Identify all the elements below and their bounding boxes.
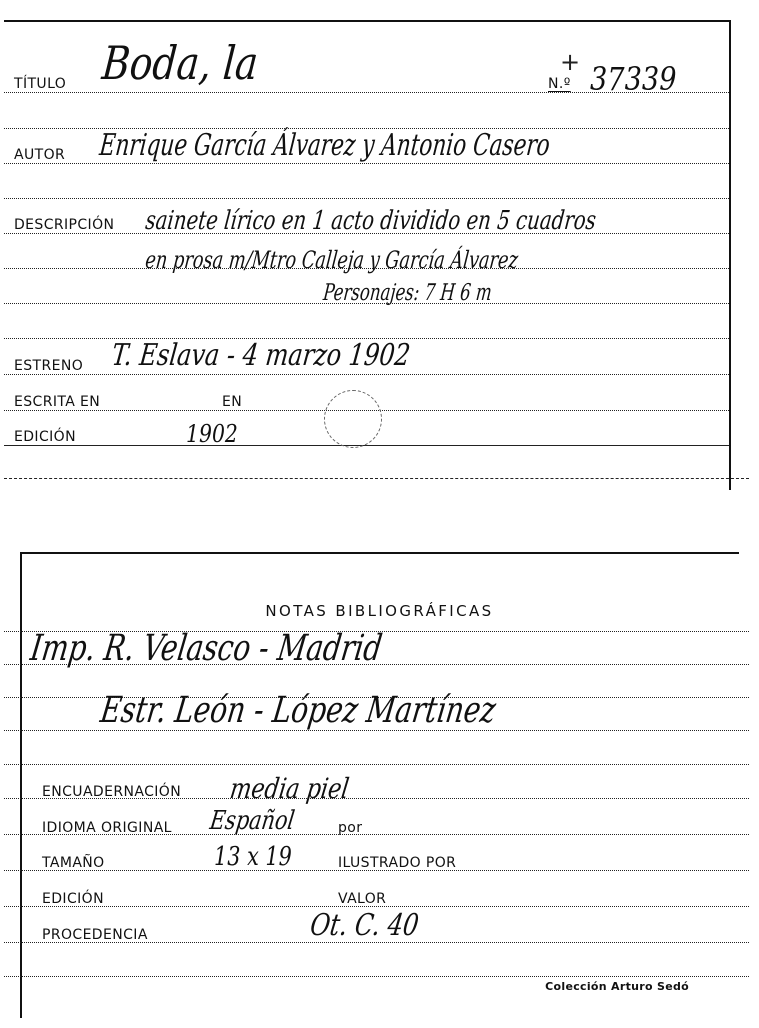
label-por: por <box>338 820 363 836</box>
value-descripcion-1: sainete lírico en 1 acto dividido en 5 cuadros <box>144 206 598 236</box>
rule <box>4 198 729 199</box>
card-left-edge <box>20 552 22 1018</box>
value-notes-2: Estr. León - López Martínez <box>98 690 499 731</box>
value-tamano: 13 x 19 <box>214 842 292 872</box>
label-escrita-en: ESCRITA EN <box>14 394 101 410</box>
catalog-card-back <box>0 540 759 1028</box>
notes-title: NOTAS BIBLIOGRÁFICAS <box>265 602 494 620</box>
value-notes-1: Imp. R. Velasco - Madrid <box>28 628 385 669</box>
punch-hole-stamp <box>324 390 382 448</box>
label-en: EN <box>222 394 243 410</box>
value-edicion: 1902 <box>186 420 238 448</box>
rule-edicion <box>4 445 729 446</box>
label-edicion: EDICIÓN <box>14 429 76 445</box>
label-tamano: TAMAÑO <box>42 855 105 871</box>
rule-bottom <box>4 976 749 977</box>
value-descripcion-3: Personajes: 7 H 6 m <box>322 280 494 306</box>
value-descripcion-2: en prosa m/Mtro Calleja y García Álvarez <box>144 246 520 274</box>
numero-cross-mark: + <box>560 48 581 76</box>
label-ilustrado: ILUSTRADO POR <box>338 855 457 871</box>
value-procedencia: Ot. C. 40 <box>308 908 421 943</box>
label-edicion-back: EDICIÓN <box>42 891 104 907</box>
label-valor: VALOR <box>338 891 387 907</box>
value-encuadernacion: media piel <box>228 772 352 805</box>
catalog-card-front <box>0 0 759 500</box>
rule-autor <box>4 163 729 164</box>
value-estreno: T. Eslava - 4 marzo 1902 <box>110 338 412 373</box>
label-descripcion: DESCRIPCIÓN <box>14 217 115 233</box>
rule-bottom <box>4 478 749 479</box>
rule <box>4 764 749 765</box>
label-procedencia: PROCEDENCIA <box>42 927 148 943</box>
label-numero: N.º <box>548 76 571 92</box>
label-autor: AUTOR <box>14 147 66 163</box>
value-autor: Enrique García Álvarez y Antonio Casero <box>98 128 552 163</box>
rule-estreno <box>4 374 729 375</box>
collection-footer: Colección Arturo Sedó <box>545 980 689 993</box>
label-encuadernacion: ENCUADERNACIÓN <box>42 784 182 800</box>
label-estreno: ESTRENO <box>14 358 84 374</box>
value-idioma: Español <box>208 806 297 836</box>
value-titulo: Boda, la <box>100 36 261 90</box>
label-idioma: IDIOMA ORIGINAL <box>42 820 172 836</box>
value-numero: 37339 <box>590 60 677 98</box>
card-top-edge <box>20 552 739 554</box>
card-right-edge <box>729 20 731 490</box>
label-titulo: TÍTULO <box>14 76 67 92</box>
card-top-edge <box>4 20 731 22</box>
